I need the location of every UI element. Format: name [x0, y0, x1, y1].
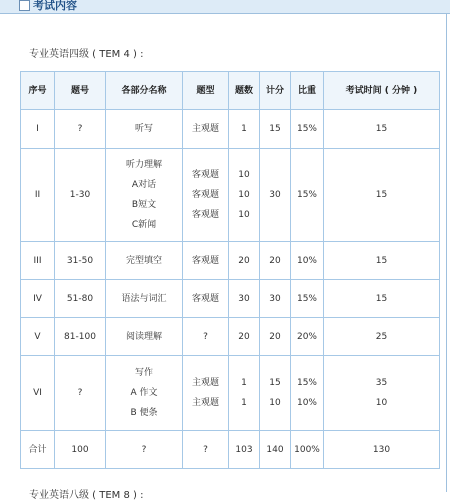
cell-line: 1	[241, 398, 247, 408]
table-row	[21, 242, 440, 280]
exam-table	[20, 71, 440, 469]
cell-line: 20	[269, 255, 281, 266]
table-body	[21, 110, 440, 469]
cell-weight	[291, 356, 324, 431]
cell-line: 听力理解	[125, 160, 162, 170]
cell-range: 81-100	[55, 318, 106, 356]
cell-line: 10%	[296, 255, 317, 266]
cell-no: VI	[21, 356, 55, 431]
table-row	[21, 431, 440, 469]
cell-types	[183, 110, 229, 149]
cell-weight	[291, 431, 324, 469]
cell-line: 15	[375, 124, 388, 134]
cell-line: 30	[238, 293, 250, 304]
cell-line: 15%	[296, 124, 317, 134]
cell-no: III	[21, 242, 55, 280]
cell-time	[324, 318, 440, 356]
cell-line: 10	[238, 190, 250, 200]
cell-line: 语法与词汇	[121, 293, 167, 304]
table-row	[21, 110, 440, 149]
cell-line: 阅读理解	[125, 331, 162, 342]
cell-range: 31-50	[55, 242, 106, 280]
cell-weight	[291, 149, 324, 242]
cell-line: 客观题	[191, 255, 219, 266]
table-row	[21, 318, 440, 356]
cell-score	[260, 356, 291, 431]
table-row	[21, 149, 440, 242]
cell-line: 15	[375, 255, 388, 266]
table-header-row	[21, 72, 440, 110]
cell-line: 20	[238, 255, 250, 266]
cell-time	[324, 431, 440, 469]
section-header	[0, 0, 450, 14]
table-row	[21, 280, 440, 318]
cell-time	[324, 149, 440, 242]
cell-counts	[229, 431, 260, 469]
cell-score	[260, 110, 291, 149]
cell-line: 10%	[296, 398, 317, 408]
header-cell: 考试时间 ( 分钟 )	[324, 72, 440, 110]
cell-score	[260, 431, 291, 469]
cell-line: 25	[375, 331, 388, 342]
cell-line: 20%	[296, 331, 317, 342]
cell-line: 1	[241, 378, 247, 388]
cell-line: 10	[238, 170, 250, 180]
cell-line: 客观题	[191, 293, 219, 304]
cell-range: 51-80	[55, 280, 106, 318]
cell-line: 20	[238, 331, 250, 342]
header-cell: 各部分名称	[106, 72, 183, 110]
cell-parts	[106, 110, 183, 149]
cell-weight	[291, 242, 324, 280]
cell-line: 103	[235, 444, 253, 455]
cell-line: B 便条	[130, 408, 158, 418]
cell-time	[324, 110, 440, 149]
cell-parts	[106, 318, 183, 356]
cell-no: II	[21, 149, 55, 242]
cell-range: 1-30	[55, 149, 106, 242]
cell-score	[260, 242, 291, 280]
cell-parts	[106, 356, 183, 431]
cell-score	[260, 280, 291, 318]
cell-types	[183, 242, 229, 280]
cell-line: 15%	[296, 293, 317, 304]
cell-no: 合计	[21, 431, 55, 469]
cell-line: 15%	[296, 378, 317, 388]
cell-no: V	[21, 318, 55, 356]
cell-line: C新闻	[131, 220, 157, 230]
cell-line: 100%	[294, 444, 320, 455]
cell-line: 主观题	[191, 398, 219, 408]
cell-line: 客观题	[191, 170, 219, 180]
cell-line: 140	[266, 444, 284, 455]
cell-weight	[291, 280, 324, 318]
section-checkbox-icon	[19, 0, 30, 11]
header-cell: 序号	[21, 72, 55, 110]
cell-line: ?	[141, 444, 147, 455]
cell-parts	[106, 149, 183, 242]
cell-score	[260, 318, 291, 356]
cell-line: 35	[375, 378, 388, 388]
cell-line: 15	[269, 378, 281, 388]
cell-line: ?	[203, 331, 208, 342]
cell-line: 客观题	[191, 190, 219, 200]
cell-weight	[291, 110, 324, 149]
cell-line: 30	[269, 190, 281, 200]
cell-range: ?	[55, 110, 106, 149]
cell-types	[183, 318, 229, 356]
cell-line: 15%	[296, 190, 317, 200]
cell-line: 主观题	[191, 378, 219, 388]
cell-types	[183, 280, 229, 318]
cell-time	[324, 356, 440, 431]
cell-line: 完型填空	[125, 255, 162, 266]
cell-line: 客观题	[191, 210, 219, 220]
header-cell: 比重	[291, 72, 324, 110]
cell-weight	[291, 318, 324, 356]
cell-line: 10	[238, 210, 250, 220]
cell-counts	[229, 149, 260, 242]
cell-line: 15	[375, 190, 388, 200]
cell-parts	[106, 242, 183, 280]
cell-counts	[229, 356, 260, 431]
cell-line: 10	[269, 398, 281, 408]
cell-line: A 作文	[130, 388, 158, 398]
cell-time	[324, 242, 440, 280]
cell-types	[183, 356, 229, 431]
cell-parts	[106, 431, 183, 469]
cell-counts	[229, 242, 260, 280]
cell-line: 10	[375, 398, 388, 408]
header-cell: 题型	[183, 72, 229, 110]
cell-line: 130	[372, 444, 391, 455]
cell-line: 听写	[134, 124, 153, 134]
cell-counts	[229, 318, 260, 356]
cell-line: A对话	[131, 180, 157, 190]
exam-subtitle: 专业英语四级 ( TEM 4 ) :	[29, 49, 144, 60]
content-border	[446, 14, 447, 492]
section-title: 考试内容	[33, 0, 77, 12]
cell-line: 写作	[134, 368, 153, 378]
cell-line: 1	[241, 124, 247, 134]
cell-line: B短文	[131, 200, 157, 210]
cell-line: 主观题	[191, 124, 219, 134]
cell-no: I	[21, 110, 55, 149]
cell-counts	[229, 280, 260, 318]
cell-line: 20	[269, 331, 281, 342]
cell-range: ?	[55, 356, 106, 431]
header-cell: 题号	[55, 72, 106, 110]
cell-line: 15	[375, 293, 388, 304]
cell-range: 100	[55, 431, 106, 469]
header-cell: 计分	[260, 72, 291, 110]
cell-counts	[229, 110, 260, 149]
cell-parts	[106, 280, 183, 318]
cell-types	[183, 149, 229, 242]
cell-no: IV	[21, 280, 55, 318]
cell-score	[260, 149, 291, 242]
cell-line: 30	[269, 293, 281, 304]
cell-time	[324, 280, 440, 318]
header-cell: 题数	[229, 72, 260, 110]
table-row	[21, 356, 440, 431]
cell-line: ?	[203, 444, 208, 455]
cell-line: 15	[269, 124, 281, 134]
cell-types	[183, 431, 229, 469]
next-exam-subtitle: 专业英语八级 ( TEM 8 ) :	[29, 490, 144, 501]
